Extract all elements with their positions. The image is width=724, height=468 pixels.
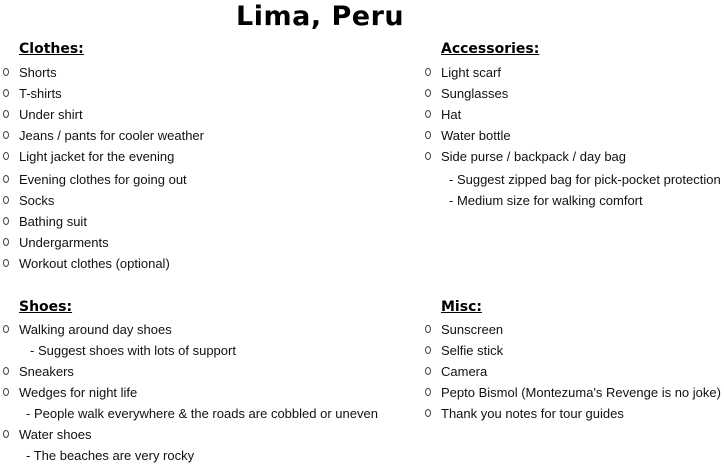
item-label: Side purse / backpack / day bag xyxy=(441,149,627,164)
item-label: Water shoes xyxy=(19,427,92,442)
section-clothes xyxy=(0,40,400,275)
item-label: Workout clothes (optional) xyxy=(19,256,170,271)
note-label: - Suggest zipped bag for pick-pocket protection xyxy=(449,172,721,187)
circle-bullet-icon[interactable] xyxy=(425,152,431,160)
item-label: T-shirts xyxy=(19,86,62,101)
item-label: Light jacket for the evening xyxy=(19,149,175,164)
circle-bullet-icon[interactable] xyxy=(425,110,431,118)
item-label: Selfie stick xyxy=(441,343,504,358)
section-shoes xyxy=(0,298,410,468)
item-label: Under shirt xyxy=(19,107,83,122)
item-label: Thank you notes for tour guides xyxy=(441,406,624,421)
circle-bullet-icon[interactable] xyxy=(3,110,9,118)
circle-bullet-icon[interactable] xyxy=(3,89,9,97)
item-label: Water bottle xyxy=(441,128,511,143)
circle-bullet-icon[interactable] xyxy=(425,131,431,139)
page-title: Lima, Peru xyxy=(236,1,405,32)
note-label: - Medium size for walking comfort xyxy=(449,193,643,208)
item-label: Jeans / pants for cooler weather xyxy=(19,128,204,143)
item-label: Bathing suit xyxy=(19,214,87,229)
note-label: - The beaches are very rocky xyxy=(26,448,195,463)
item-label: Undergarments xyxy=(19,235,109,250)
circle-bullet-icon[interactable] xyxy=(425,346,431,354)
circle-bullet-icon[interactable] xyxy=(3,238,9,246)
circle-bullet-icon[interactable] xyxy=(3,325,9,333)
circle-bullet-icon[interactable] xyxy=(3,175,9,183)
circle-bullet-icon[interactable] xyxy=(3,259,9,267)
item-label: Camera xyxy=(441,364,488,379)
section-accessories xyxy=(422,40,724,220)
circle-bullet-icon[interactable] xyxy=(425,89,431,97)
circle-bullet-icon[interactable] xyxy=(3,68,9,76)
item-label: Shorts xyxy=(19,65,57,80)
item-label: Sunscreen xyxy=(441,322,504,337)
section-heading: Accessories: xyxy=(441,41,540,57)
circle-bullet-icon[interactable] xyxy=(425,325,431,333)
item-label: Walking around day shoes xyxy=(19,322,172,337)
circle-bullet-icon[interactable] xyxy=(3,430,9,438)
section-heading: Clothes: xyxy=(19,41,84,57)
item-label: Hat xyxy=(441,107,462,122)
circle-bullet-icon[interactable] xyxy=(425,68,431,76)
item-label: Evening clothes for going out xyxy=(19,172,187,187)
item-label: Wedges for night life xyxy=(19,385,138,400)
section-misc xyxy=(422,298,724,428)
item-label: Sneakers xyxy=(19,364,74,379)
item-label: Socks xyxy=(19,193,55,208)
item-label: Sunglasses xyxy=(441,86,509,101)
section-heading: Shoes: xyxy=(19,299,73,315)
circle-bullet-icon[interactable] xyxy=(3,388,9,396)
circle-bullet-icon[interactable] xyxy=(3,217,9,225)
circle-bullet-icon[interactable] xyxy=(3,367,9,375)
item-label: Pepto Bismol (Montezuma's Revenge is no joke) xyxy=(441,385,721,400)
circle-bullet-icon[interactable] xyxy=(425,388,431,396)
note-label: - Suggest shoes with lots of support xyxy=(30,343,236,358)
section-heading: Misc: xyxy=(441,299,482,315)
circle-bullet-icon[interactable] xyxy=(3,152,9,160)
circle-bullet-icon[interactable] xyxy=(3,196,9,204)
circle-bullet-icon[interactable] xyxy=(3,131,9,139)
item-label: Light scarf xyxy=(441,65,501,80)
circle-bullet-icon[interactable] xyxy=(425,367,431,375)
circle-bullet-icon[interactable] xyxy=(425,409,431,417)
note-label: - People walk everywhere & the roads are cobbled or uneven xyxy=(26,406,378,421)
